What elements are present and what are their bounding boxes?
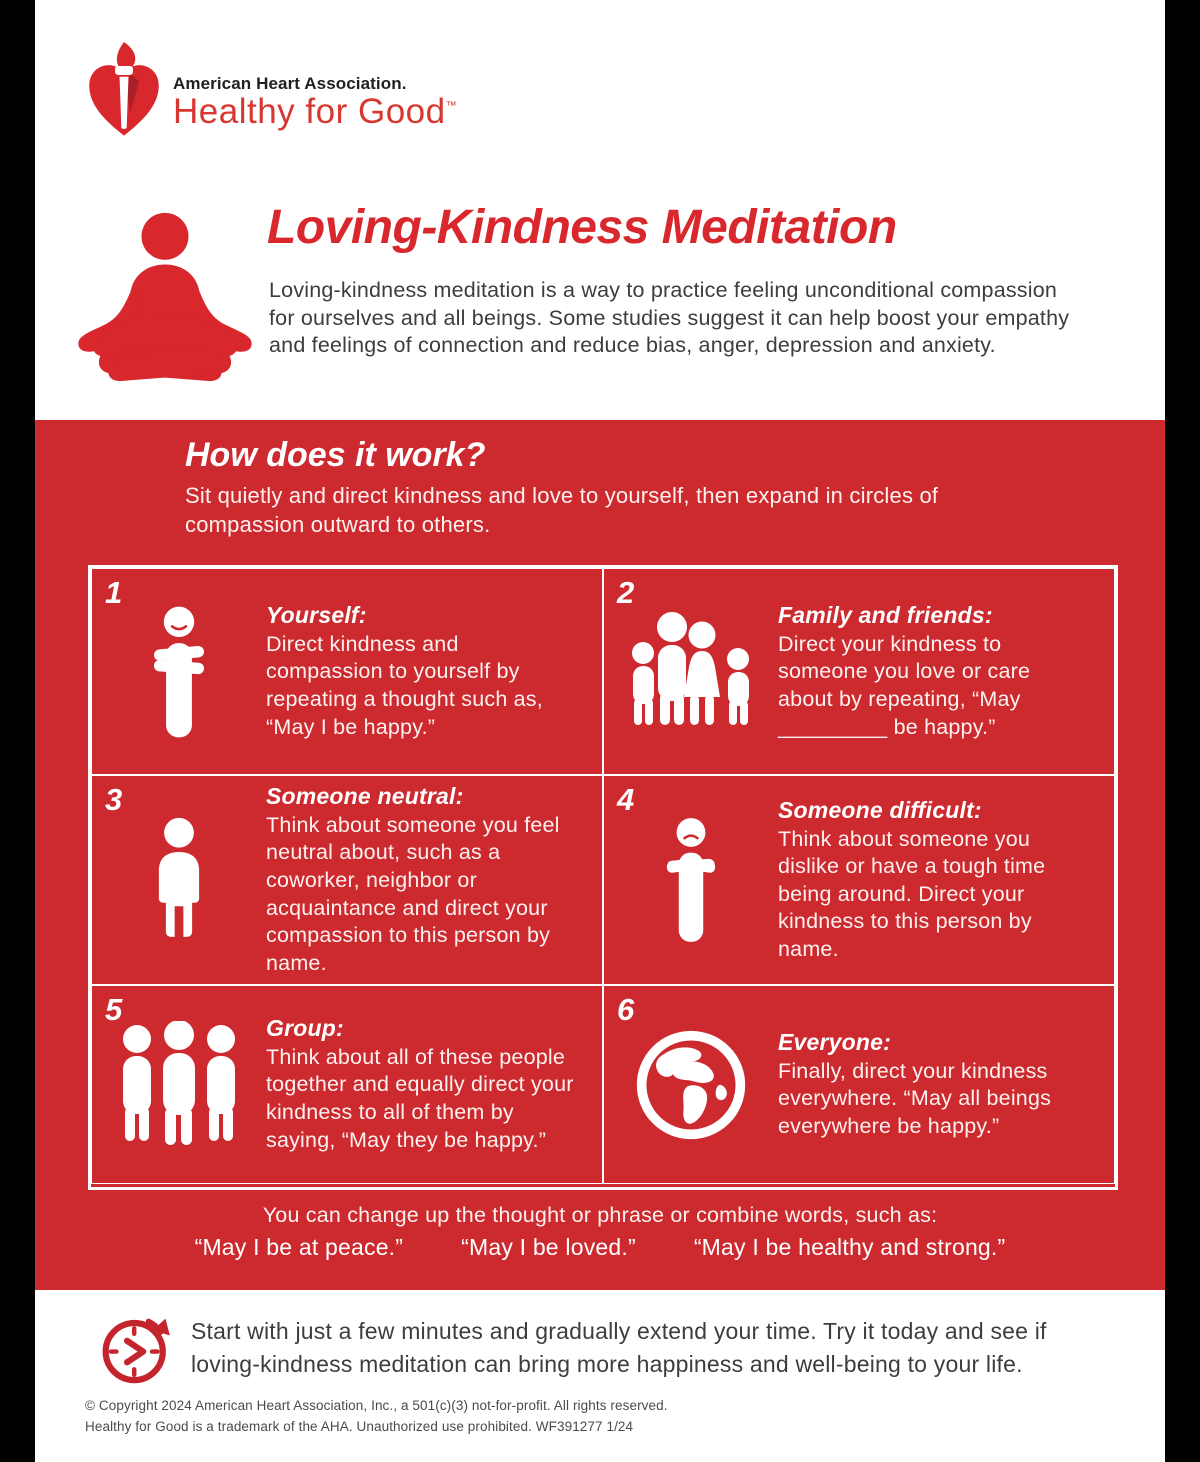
- infographic-page: [35, 0, 1165, 1462]
- step-number: 2: [617, 575, 635, 610]
- phrase-option-3: “May I be healthy and strong.”: [693, 1234, 1006, 1260]
- step-body: Direct your kindness to someone you love or care about by repeating, “May _________ be happy.”: [778, 631, 1031, 739]
- copyright-line-1: © Copyright 2024 American Heart Association, Inc., a 501(c)(3) not-for-profit. All rights reserved.: [85, 1398, 668, 1413]
- family-icon: [604, 611, 778, 733]
- steps-grid: [88, 565, 1118, 1190]
- heart-torch-icon: [83, 40, 165, 142]
- step-text-block: [778, 797, 1114, 964]
- step-number: 5: [105, 992, 123, 1027]
- step-cell-4: [603, 775, 1115, 985]
- logo-brand-label: Healthy for Good: [173, 92, 446, 131]
- phrase-option-2: “May I be loved.”: [461, 1234, 636, 1260]
- step-text-block: [266, 1015, 602, 1154]
- step-title: Someone difficult:: [778, 796, 982, 823]
- step-title: Yourself:: [266, 601, 367, 628]
- how-it-works-section: [35, 420, 1165, 1290]
- tip-section: [95, 1306, 1103, 1390]
- phrase-option-1: “May I be at peace.”: [194, 1234, 404, 1260]
- page-title: Loving-Kindness Meditation: [267, 201, 897, 254]
- step-body: Finally, direct your kindness everywhere. “May all beings everywhere be happy.”: [778, 1058, 1052, 1138]
- step-title: Group:: [266, 1014, 344, 1041]
- how-heading: How does it work?: [185, 436, 486, 474]
- step-title: Family and friends:: [778, 601, 993, 628]
- step-title: Everyone:: [778, 1028, 892, 1055]
- meditating-person-icon: [71, 210, 259, 398]
- copyright-footer: [85, 1396, 668, 1438]
- copyright-line-2: Healthy for Good is a trademark of the AHA. Unauthorized use prohibited. WF391277 1/24: [85, 1418, 634, 1434]
- step-number: 4: [617, 782, 635, 817]
- step-text-block: [778, 602, 1114, 741]
- step-body: Think about all of these people together and equally direct your kindness to all of them by saying, “May they be happy.”: [266, 1044, 574, 1152]
- step-cell-1: [91, 568, 603, 775]
- logo-text: [173, 74, 457, 142]
- step-cell-6: [603, 985, 1115, 1184]
- step-number: 6: [617, 992, 635, 1027]
- step-title: Someone neutral:: [266, 782, 464, 809]
- aha-logo: [83, 40, 457, 142]
- phrase-options: [35, 1234, 1165, 1261]
- tip-text: Start with just a few minutes and gradually extend your time. Try it today and see if loving-kindness meditation can bring more happiness and well-being to your life.: [191, 1318, 1047, 1377]
- step-text-block: [266, 783, 602, 977]
- logo-brand-name: [173, 94, 457, 131]
- step-text-block: [266, 602, 602, 741]
- group-icon: [92, 1021, 266, 1149]
- self-hug-icon: [92, 602, 266, 742]
- timer-clock-icon: [95, 1306, 177, 1390]
- step-text-block: [778, 1029, 1114, 1141]
- step-cell-3: [91, 775, 603, 985]
- globe-icon: [604, 1026, 778, 1144]
- logo-org-name: American Heart Association.: [173, 74, 407, 93]
- how-subheading: Sit quietly and direct kindness and love to yourself, then expand in circles of compassion outward to others.: [185, 483, 939, 537]
- frowning-person-icon: [604, 814, 778, 946]
- step-number: 3: [105, 782, 123, 817]
- step-cell-5: [91, 985, 603, 1184]
- intro-paragraph: Loving-kindness meditation is a way to practice feeling unconditional compassion for ourselves and all beings. Some studies suggest it can help boost your empathy and feelings of connection and reduce bias, anger, depression and anxiety.: [269, 278, 1070, 358]
- step-body: Think about someone you feel neutral about, such as a coworker, neighbor or acquaintance and direct your compassion to this person by name.: [266, 812, 560, 975]
- phrase-lead-text: You can change up the thought or phrase or combine words, such as:: [262, 1203, 938, 1227]
- trademark-symbol: ™: [445, 100, 458, 112]
- step-body: Think about someone you dislike or have a tough time being around. Direct your kindness to this person by name.: [778, 826, 1046, 961]
- step-number: 1: [105, 575, 123, 610]
- standing-person-icon: [92, 816, 266, 944]
- step-cell-2: [603, 568, 1115, 775]
- step-body: Direct kindness and compassion to yourself by repeating a thought such as, “May I be happy.”: [266, 631, 543, 739]
